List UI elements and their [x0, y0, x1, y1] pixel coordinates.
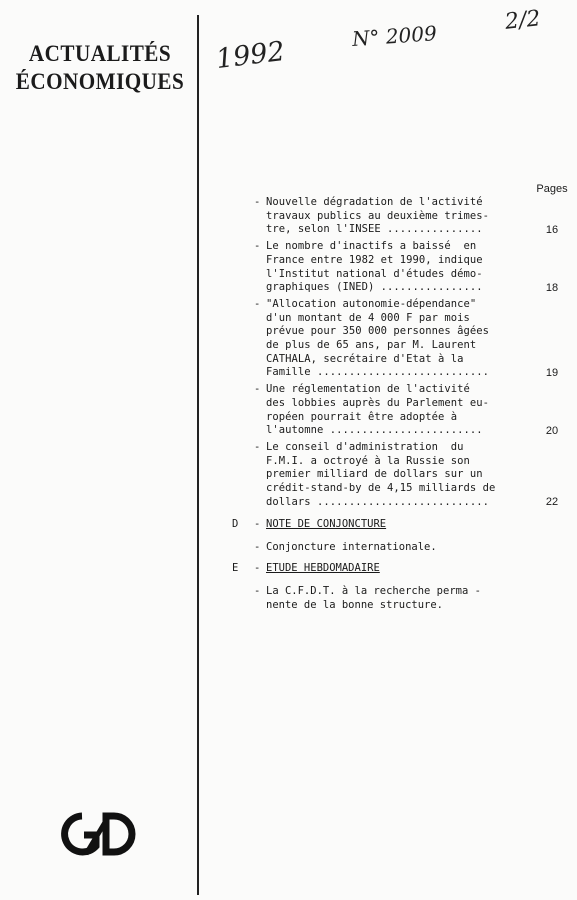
entry-page-number: 20: [545, 424, 559, 437]
section-letter: E: [232, 562, 239, 574]
vertical-rule: [197, 15, 199, 895]
section-item: [254, 584, 514, 612]
entry-line: premier milliard de dollars sur un: [266, 468, 483, 481]
pages-column-header: Pages: [536, 183, 568, 195]
entry-page-number: 19: [545, 367, 559, 380]
entry-line: France entre 1982 et 1990, indique: [266, 253, 483, 266]
section-heading-e: [232, 561, 532, 575]
entry-line: tre, selon l'INSEE ...............: [266, 223, 483, 236]
item-line: Conjoncture internationale.: [266, 541, 437, 553]
entry-line: Une réglementation de l'activité: [266, 383, 470, 396]
entry-dash: -: [254, 440, 261, 453]
entry-dash: -: [254, 297, 261, 310]
entry-line: de plus de 65 ans, par M. Laurent: [266, 339, 477, 352]
masthead: [15, 40, 184, 96]
contents-entry: [254, 298, 572, 380]
entry-line: d'un montant de 4 000 F par mois: [266, 311, 470, 324]
entry-text: [266, 383, 511, 438]
entry-line: graphiques (INED) ................: [266, 281, 483, 294]
entry-text: [266, 441, 511, 510]
section-title: NOTE DE CONJONCTURE: [266, 518, 387, 530]
item-dash: -: [254, 541, 261, 553]
entry-line: Le nombre d'inactifs a baissé en: [266, 240, 477, 253]
section-title: ETUDE HEBDOMADAIRE: [266, 562, 380, 574]
entry-text: [266, 298, 511, 380]
entry-text: [266, 196, 511, 237]
entry-page-number: 16: [545, 224, 559, 237]
section-heading-d: [232, 517, 532, 531]
contents-entry: [254, 196, 572, 237]
entry-line: dollars ...........................: [266, 495, 490, 508]
entry-line: l'automne ........................: [266, 424, 483, 437]
item-dash: -: [254, 585, 261, 597]
entry-line: prévue pour 350 000 personnes âgées: [266, 325, 490, 338]
item-line: nente de la bonne structure.: [266, 599, 444, 611]
entry-line: "Allocation autonomie-dépendance": [266, 297, 477, 310]
gd-logo: [52, 808, 144, 860]
contents-entry: [254, 383, 572, 438]
entry-text: [266, 240, 511, 295]
entry-line: Le conseil d'administration du: [266, 440, 464, 453]
section-letter: D: [232, 518, 239, 530]
handwritten-year: 1992: [214, 35, 287, 76]
entry-line: F.M.I. a octroyé à la Russie son: [266, 454, 470, 467]
contents-entry: [254, 240, 572, 295]
section-dash: -: [254, 518, 261, 530]
contents-entry: [254, 441, 572, 510]
entry-line: Famille ...........................: [266, 366, 490, 379]
handwritten-issue-number: N° 2009: [351, 21, 438, 51]
entry-dash: -: [254, 196, 261, 208]
handwritten-page-fraction: 2/2: [503, 6, 542, 35]
entry-line: ropéen pourrait être adoptée à: [266, 410, 458, 423]
entry-line: travaux publics au deuxième trimes-: [266, 209, 490, 222]
contents-list: [254, 196, 572, 512]
entry-line: l'Institut national d'études démo-: [266, 267, 483, 280]
section-item: [254, 540, 514, 554]
entry-page-number: 18: [545, 281, 559, 294]
entry-line: des lobbies auprès du Parlement eu-: [266, 396, 490, 409]
masthead-line-1: ACTUALITÉS: [28, 41, 172, 66]
entry-page-number: 22: [545, 496, 559, 509]
entry-line: CATHALA, secrétaire d'Etat à la: [266, 352, 464, 365]
entry-dash: -: [254, 383, 261, 396]
item-line: La C.F.D.T. à la recherche perma -: [266, 585, 481, 597]
entry-line: crédit-stand-by de 4,15 milliards de: [266, 482, 496, 495]
section-dash: -: [254, 562, 261, 574]
entry-dash: -: [254, 240, 261, 253]
masthead-line-2: ÉCONOMIQUES: [15, 69, 185, 94]
entry-line: Nouvelle dégradation de l'activité: [266, 196, 483, 208]
